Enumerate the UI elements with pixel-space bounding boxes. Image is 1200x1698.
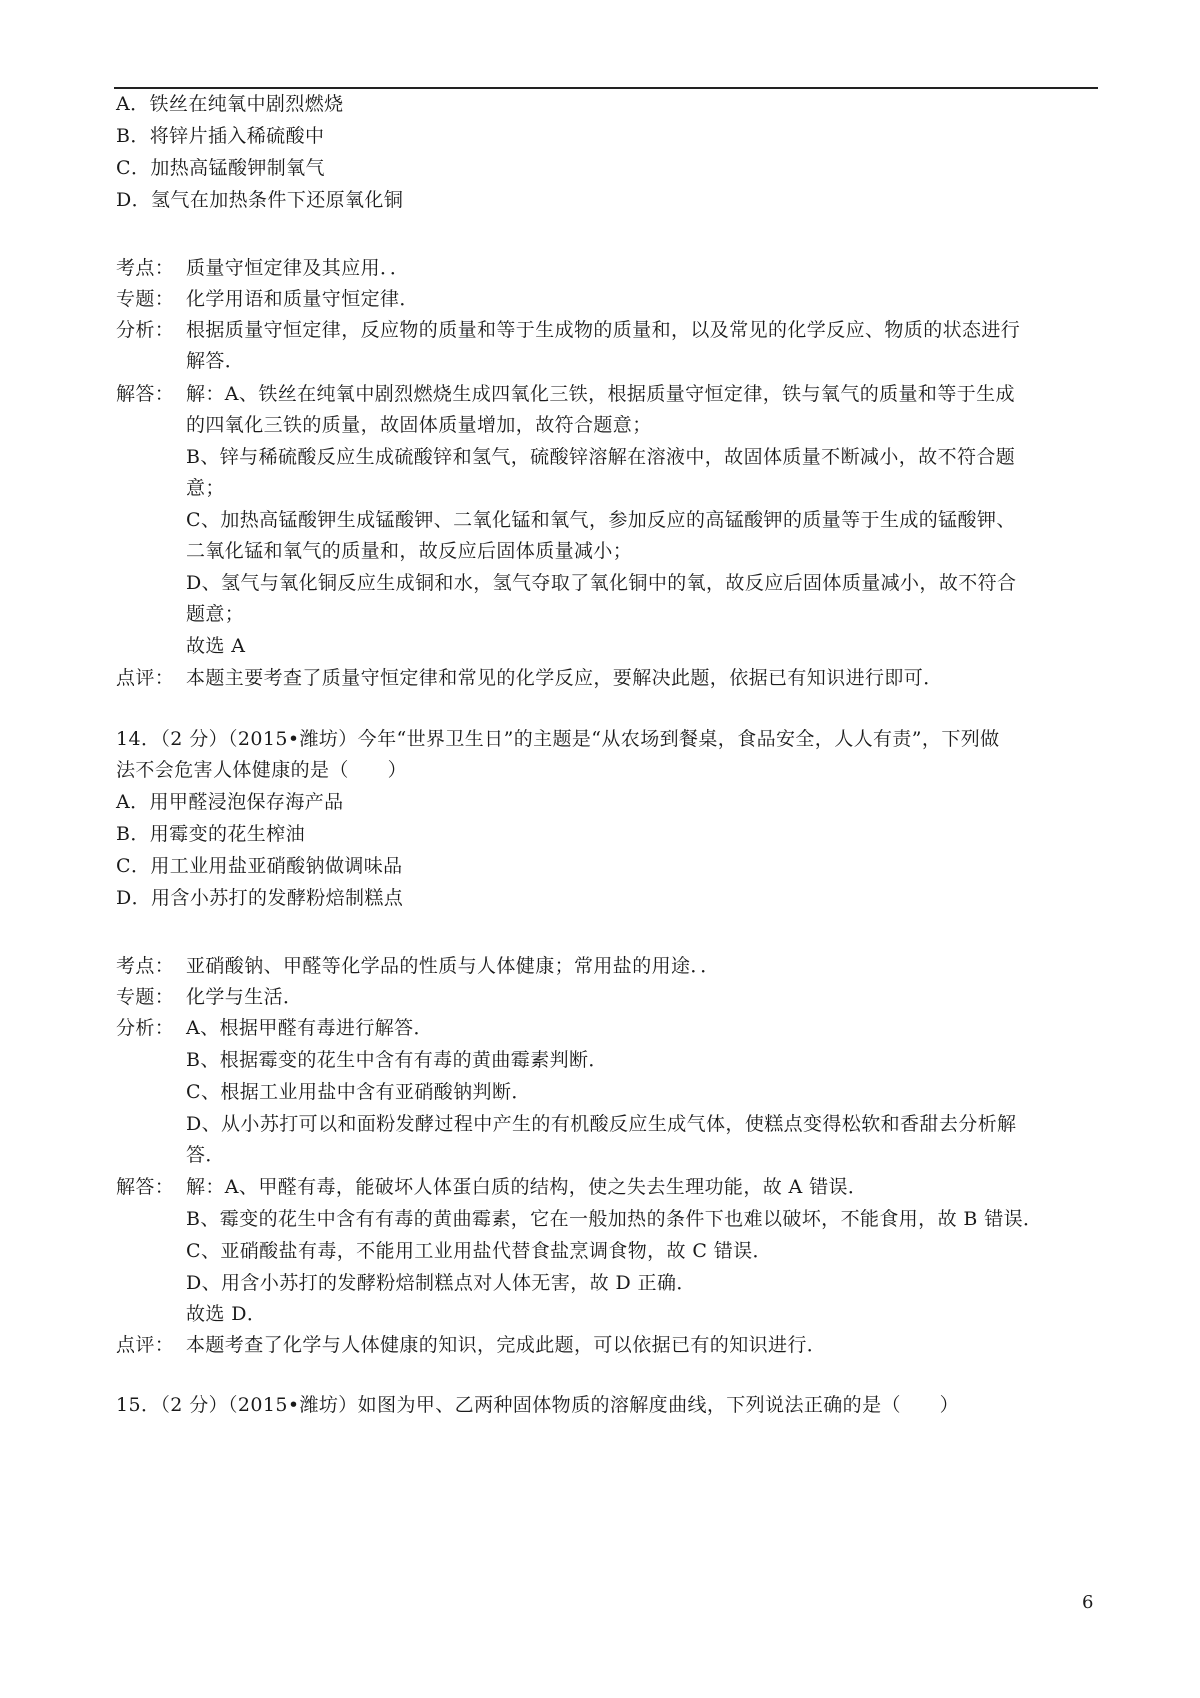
- dianping-label: 点评：: [116, 667, 175, 689]
- q14-fenxi-line: C、根据工业用盐中含有亚硝酸钠判断．: [186, 1081, 531, 1103]
- q14-dianping: [116, 1331, 826, 1359]
- q13-jieda: [116, 380, 1015, 408]
- dianping-text: 本题考查了化学与人体健康的知识，完成此题，可以依据已有的知识进行．: [186, 1334, 827, 1356]
- dianping-label: 点评：: [116, 1334, 175, 1356]
- kaodian-label: 考点：: [116, 257, 175, 279]
- q14-option-d: D．用含小苏打的发酵粉焙制糕点: [116, 887, 404, 909]
- fenxi-label: 分析：: [116, 1017, 175, 1039]
- zhuanti-label: 专题：: [116, 986, 175, 1008]
- q15-stem: 15．（2 分）（2015•潍坊）如图为甲、乙两种固体物质的溶解度曲线，下列说法正确的是（ ）: [116, 1394, 960, 1416]
- q13-jieda-line: 二氧化锰和氧气的质量和，故反应后固体质量减小；: [186, 540, 633, 562]
- q13-option-d: D．氢气在加热条件下还原氧化铜: [116, 189, 404, 211]
- jieda-label: 解答：: [116, 1176, 175, 1198]
- q14-stem: 14．（2 分）（2015•潍坊）今年“世界卫生日”的主题是“从农场到餐桌，食品安全，人人有责”，下列做: [116, 728, 1000, 750]
- fenxi-text: A、根据甲醛有毒进行解答．: [186, 1017, 433, 1039]
- q14-jieda: [116, 1173, 867, 1201]
- q13-jieda-line: 意；: [186, 477, 225, 499]
- q14-jieda-line: 故选 D．: [186, 1303, 267, 1325]
- q13-option-c: C．加热高锰酸钾制氧气: [116, 157, 325, 179]
- q14-stem-line: 法不会危害人体健康的是（ ）: [116, 759, 408, 781]
- q13-dianping: [116, 664, 943, 692]
- q14-fenxi-line: D、从小苏打可以和面粉发酵过程中产生的有机酸反应生成气体，使糕点变得松软和香甜去分析解: [186, 1113, 1017, 1135]
- q14-kaodian: [116, 952, 720, 980]
- kaodian-label: 考点：: [116, 955, 175, 977]
- q13-kaodian: [116, 254, 409, 282]
- dianping-text: 本题主要考查了质量守恒定律和常见的化学反应，要解决此题，依据已有知识进行即可．: [186, 667, 943, 689]
- jieda-label: 解答：: [116, 383, 175, 405]
- q13-jieda-line: 题意；: [186, 603, 245, 625]
- q14-jieda-line: C、亚硝酸盐有毒，不能用工业用盐代替食盐烹调食物，故 C 错误．: [186, 1240, 772, 1262]
- q13-jieda-line: 的四氧化三铁的质量，故固体质量增加，故符合题意；: [186, 414, 652, 436]
- zhuanti-text: 化学与生活．: [186, 986, 303, 1008]
- fenxi-label: 分析：: [116, 319, 175, 341]
- q13-jieda-line: 故选 A: [186, 635, 246, 657]
- q14-option-a: A．用甲醛浸泡保存海产品: [116, 791, 344, 813]
- q14-fenxi: [116, 1014, 433, 1042]
- q14-zhuanti: [116, 983, 302, 1011]
- q13-option-b: B．将锌片插入稀硫酸中: [116, 125, 325, 147]
- jieda-text: 解：A、铁丝在纯氧中剧烈燃烧生成四氧化三铁，根据质量守恒定律，铁与氧气的质量和等于生成: [186, 383, 1015, 405]
- q14-option-c: C．用工业用盐亚硝酸钠做调味品: [116, 855, 403, 877]
- q14-jieda-line: B、霉变的花生中含有有毒的黄曲霉素，它在一般加热的条件下也难以破坏，不能食用，故 B 错误．: [186, 1208, 1043, 1230]
- header-rule: [114, 87, 1098, 89]
- q14-fenxi-line: B、根据霉变的花生中含有有毒的黄曲霉素判断．: [186, 1049, 608, 1071]
- zhuanti-text: 化学用语和质量守恒定律．: [186, 288, 419, 310]
- q13-jieda-line: D、氢气与氧化铜反应生成铜和水，氢气夺取了氧化铜中的氧，故反应后固体质量减小，故不符合: [186, 572, 1017, 594]
- q13-fenxi-line: 解答．: [186, 350, 245, 372]
- q13-jieda-line: C、加热高锰酸钾生成锰酸钾、二氧化锰和氧气，参加反应的高锰酸钾的质量等于生成的锰酸钾、: [186, 509, 1016, 531]
- kaodian-text: 亚硝酸钠、甲醛等化学品的性质与人体健康；常用盐的用途．．: [186, 955, 720, 977]
- page-number: 6: [1082, 1592, 1094, 1613]
- jieda-text: 解：A、甲醛有毒，能破坏人体蛋白质的结构，使之失去生理功能，故 A 错误．: [186, 1176, 868, 1198]
- fenxi-text: 根据质量守恒定律，反应物的质量和等于生成物的质量和，以及常见的化学反应、物质的状态进行: [186, 319, 1021, 341]
- kaodian-text: 质量守恒定律及其应用．．: [186, 257, 410, 279]
- q14-jieda-line: D、用含小苏打的发酵粉焙制糕点对人体无害，故 D 正确．: [186, 1272, 696, 1294]
- q13-fenxi: [116, 316, 1020, 344]
- q14-option-b: B．用霉变的花生榨油: [116, 823, 305, 845]
- q13-option-a: A．铁丝在纯氧中剧烈燃烧: [116, 93, 344, 115]
- q13-jieda-line: B、锌与稀硫酸反应生成硫酸锌和氢气，硫酸锌溶解在溶液中，故固体质量不断减小，故不符合题: [186, 446, 1016, 468]
- zhuanti-label: 专题：: [116, 288, 175, 310]
- q13-zhuanti: [116, 285, 419, 313]
- q14-fenxi-line: 答．: [186, 1144, 225, 1166]
